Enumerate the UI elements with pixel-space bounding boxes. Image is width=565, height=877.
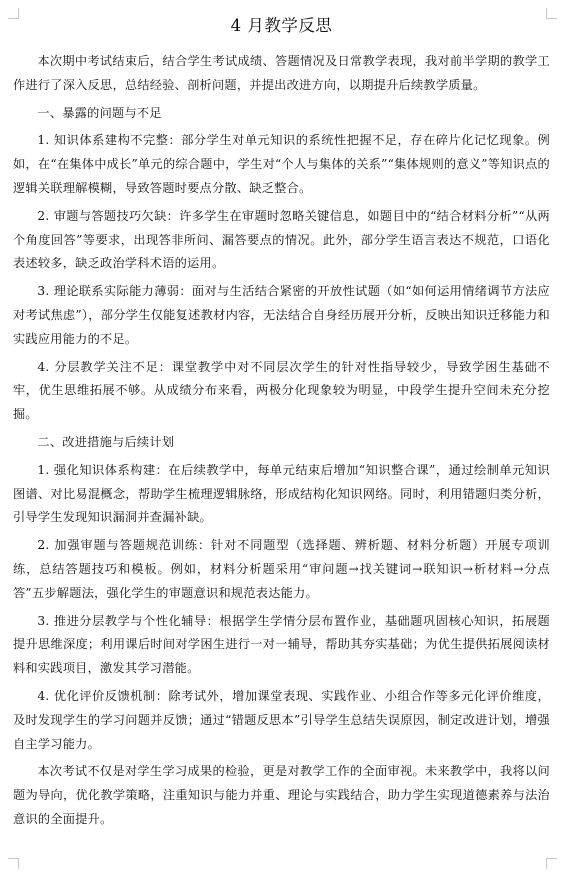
measure-item-4: 4. 优化评价反馈机制：除考试外，增加课堂表现、实践作业、小组合作等多元化评价维度，及时发现学生的学习问题并反馈；通过“错题反思本”引导学生总结失误原因，制定改进计划，增强自主学习能力。 (13, 688, 550, 751)
document-page (13, 14, 550, 836)
section-heading-problems: 一、暴露的问题与不足 (37, 105, 162, 120)
measure-item-3: 3. 推进分层教学与个性化辅导：根据学生学情分层布置作业，基础题巩固核心知识，拓展题提升思维深度；利用课后时间对学困生进行一对一辅导，帮助其夯实基础；为优生提供拓展阅读材料和实践项目，激发其学习潜能。 (13, 613, 550, 676)
problem-item-1: 1. 知识体系建构不完整：部分学生对单元知识的系统性把握不足，存在碎片化记忆现象。例如，在“在集体中成长”单元的综合题中，学生对“个人与集体的关系”“集体规则的意义”等知识点的逻辑关联理解模糊，导致答题时要点分散、缺乏整合。 (13, 133, 550, 195)
page-corner-mark-bottom-left (8, 858, 19, 869)
measure-item-2: 2. 加强审题与答题规范训练：针对不同题型（选择题、辨析题、材料分析题）开展专项训练，总结答题技巧和模板。例如，材料分析题采用“审问题→找关键词→联知识→析材料→分点答”五步解题法，强化学生的审题意识和规范表达能力。 (13, 538, 550, 600)
document-title: 4 月教学反思 (230, 16, 333, 35)
problem-item-3: 3. 理论联系实际能力薄弱：面对与生活结合紧密的开放性试题（如“如何运用情绪调节方法应对考试焦虑”），部分学生仅能复述教材内容，无法结合自身经历展开分析，反映出知识迁移能力和实践应用能力的不足。 (13, 284, 550, 346)
page-corner-mark-bottom-right (546, 858, 557, 869)
measure-item-1: 1. 强化知识体系构建：在后续教学中，每单元结束后增加“知识整合课”，通过绘制单元知识图谱、对比易混概念，帮助学生梳理逻辑脉络，形成结构化知识网络。同时，利用错题归类分析，引导学生发现知识漏洞并查漏补缺。 (13, 462, 550, 525)
problem-item-4: 4. 分层教学关注不足：课堂教学中对不同层次学生的针对性指导较少，导致学困生基础不牢，优生思维拓展不够。从成绩分布来看，两极分化现象较为明显，中段学生提升空间未充分挖掘。 (13, 359, 550, 422)
problem-item-2: 2. 审题与答题技巧欠缺：许多学生在审题时忽略关键信息，如题目中的“结合材料分析”“从两个角度回答”等要求，出现答非所问、漏答要点的情况。此外，部分学生语言表达不规范，口语化表述较多，缺乏政治学科术语的运用。 (13, 208, 550, 271)
intro-paragraph: 本次期中考试结束后，结合学生考试成绩、答题情况及日常教学表现，我对前半学期的教学工作进行了深入反思，总结经验、剖析问题，并提出改进方向，以期提升后续教学质量。 (13, 54, 550, 92)
conclusion-paragraph: 本次考试不仅是对学生学习成果的检验，更是对教学工作的全面审视。未来教学中，我将以问题为导向，优化教学策略，注重知识与能力并重、理论与实践结合，助力学生实现道德素养与法治意识的全面提升。 (13, 764, 550, 826)
section-heading-measures: 二、改进措施与后续计划 (37, 434, 175, 449)
